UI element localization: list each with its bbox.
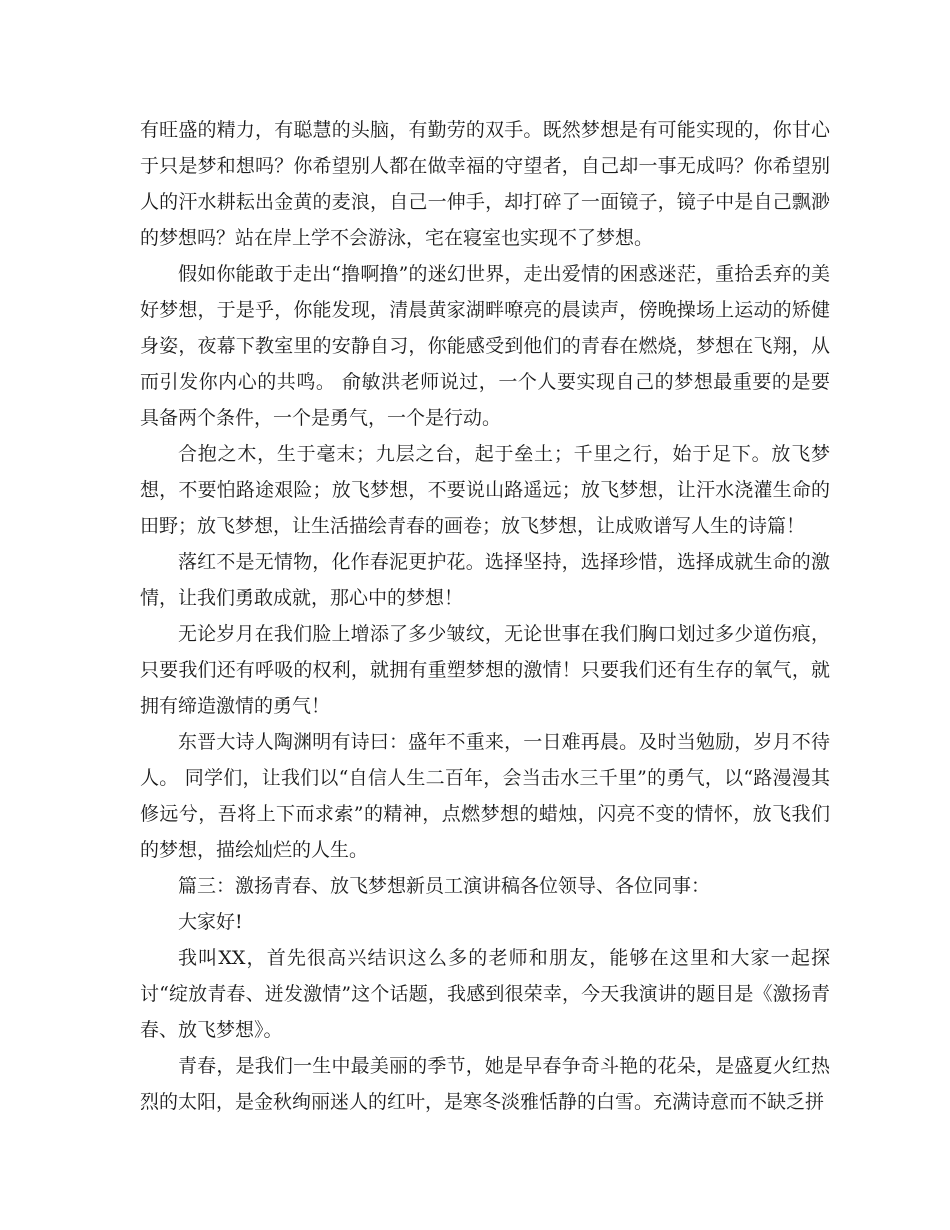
paragraph-3: 合抱之木，生于毫末；九层之台，起于垒土；千里之行，始于足下。放飞梦想，不要怕路途艰险；放飞梦想，不要说山路遥远；放飞梦想，让汗水浇灌生命的田野；放飞梦想，让生活描绘青春的画卷；放飞梦想，让成败谱写人生的诗篇！ — [140, 443, 830, 537]
paragraph-5: 无论岁月在我们脸上增添了多少皱纹，无论世事在我们胸口划过多少道伤痕，只要我们还有呼吸的权利，就拥有重塑梦想的激情！只要我们还有生存的氧气，就拥有缔造激情的勇气！ — [140, 623, 830, 717]
paragraph-youth: 青春，是我们一生中最美丽的季节，她是早春争奇斗艳的花朵，是盛夏火红热烈的太阳，是金秋绚丽迷人的红叶，是寒冬淡雅恬静的白雪。充满诗意而不缺乏拼 — [140, 1055, 830, 1113]
paragraph-2: 假如你能敢于走出“撸啊撸”的迷幻世界，走出爱情的困惑迷茫，重拾丢弃的美好梦想，于是乎，你能发现，清晨黄家湖畔嘹亮的晨读声，傍晚操场上运动的矫健身姿，夜幕下教室里的安静自习，你能感受到他们的青春在燃烧，梦想在飞翔，从而引发你内心的共鸣。 俞敏洪老师说过，一个人要实现自己的梦想最重要的是要具备两个条件，一个是勇气，一个是行动。 — [140, 263, 830, 429]
paragraph-1: 有旺盛的精力，有聪慧的头脑，有勤劳的双手。既然梦想是有可能实现的，你甘心于只是梦和想吗？你希望别人都在做幸福的守望者，自己却一事无成吗？你希望别人的汗水耕耘出金黄的麦浪，自己一伸手，却打碎了一面镜子，镜子中是自己飘渺的梦想吗？站在岸上学不会游泳，宅在寝室也实现不了梦想。 — [140, 119, 830, 249]
document-body — [140, 112, 830, 1120]
section-heading-part-three: 篇三：激扬青春、放飞梦想新员工演讲稿各位领导、各位同事： — [178, 875, 711, 897]
greeting: 大家好! — [178, 911, 243, 933]
paragraph-introduction: 我叫XX，首先很高兴结识这么多的老师和朋友，能够在这里和大家一起探讨“绽放青春、迸发激情”这个话题，我感到很荣幸，今天我演讲的题目是《激扬青春、放飞梦想》。 — [140, 947, 830, 1041]
paragraph-6: 东晋大诗人陶渊明有诗曰：盛年不重来，一日难再晨。及时当勉励，岁月不待人。 同学们，让我们以“自信人生二百年，会当击水三千里”的勇气，以“路漫漫其修远兮，吾将上下而求索”的精神，点燃梦想的蜡烛，闪亮不变的情怀，放飞我们的梦想，描绘灿烂的人生。 — [140, 731, 830, 861]
paragraph-4: 落红不是无情物，化作春泥更护花。选择坚持，选择珍惜，选择成就生命的激情，让我们勇敢成就，那心中的梦想！ — [140, 551, 830, 609]
